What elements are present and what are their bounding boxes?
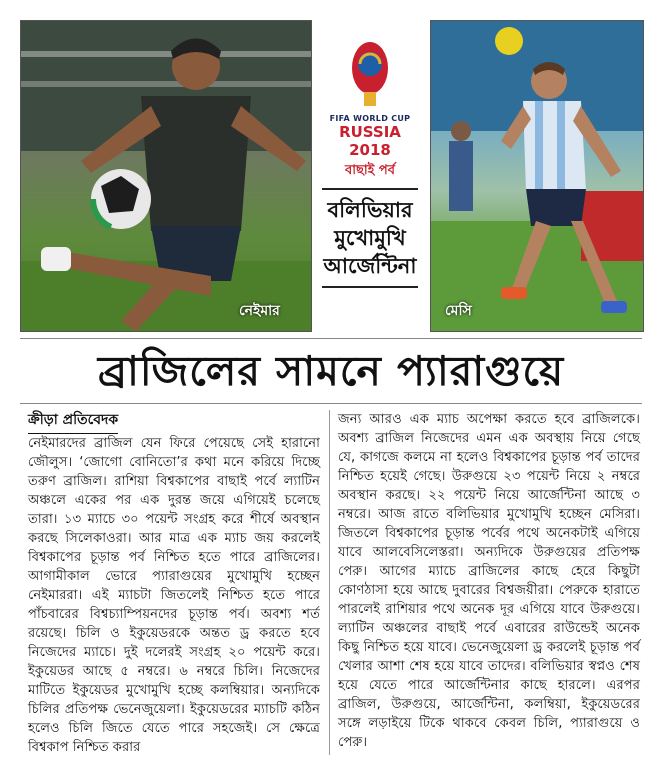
article-text-left: নেইমারদের ব্রাজিল যেন ফিরে পেয়েছে সেই হারানো জৌলুস। ‘জোগো বোনিতো’র কথা মনে করিয়ে দিচ্ছে তরুণ ব্রাজিল। রাশিয়া বিশ্বকাপের বাছাই পর্বে ল্যাটিন অঞ্চলে একের পর এক দুরন্ত জয়ে এগিয়েই চলেছে তারা। ১৩ ম্যাচে ৩০ পয়েন্ট সংগ্রহ করে শীর্ষে অবস্থান করছে সিলেকাওরা। আর মাত্র এক ম্যাচ জয় করলেই বিশ্বকাপের চূড়ান্ত পর্ব নিশ্চিত হতে পারে ব্রাজিলের। আগামীকাল ভোরে প্যারাগুয়ের মুখোমুখি হচ্ছেন নেইমাররা। এই ম্যাচটা জিতলেই নিশ্চিত হতে পারে পাঁচবারের বিশ্বচ্যাম্পিয়নদের চূড়ান্ত পর্ব। অবশ্য শর্ত রয়েছে। চিলি ও ইকুয়েডরকে অন্তত ড্র করতে হবে নিজেদের ম্যাচে। দুই দলেরই সংগ্রহ ২০ পয়েন্ট করে। ইকুয়েডর আছে ৫ নম্বরে। ৬ নম্বরে চিলি। নিজেদের মাটিতে ইকুয়েডর মুখোমুখি হচ্ছে কলম্বিয়ার। অন্যদিকে চিলির প্রতিপক্ষ ভেনেজুয়েলা। ইকুয়েডরের ম্যাচটি কঠিন হলেও চিলি জিতে যেতে পারে সহজেই। সে ক্ষেত্রে বিশ্বকাপ নিশ্চিত করার <box>28 436 320 755</box>
neymar-illustration <box>21 21 311 331</box>
logo-text-small: FIFA WORLD CUP <box>329 114 411 123</box>
round-label: বাছাই পর্ব <box>344 163 395 178</box>
match-info-panel <box>318 38 422 330</box>
column-divider <box>329 410 330 755</box>
messi-illustration <box>431 21 643 331</box>
messi-caption: মেসি <box>445 303 472 319</box>
article-column-left <box>28 434 320 757</box>
logo-text-russia: RUSSIA 2018 <box>339 123 401 159</box>
photo-neymar <box>20 20 312 332</box>
divider <box>322 286 418 288</box>
match-line-1: বলিভিয়ার <box>327 198 413 222</box>
article-column-right <box>338 410 640 752</box>
photo-messi <box>430 20 644 332</box>
neymar-caption: নেইমার <box>239 303 280 319</box>
match-line-3: আর্জেন্টিনা <box>323 254 417 278</box>
world-cup-logo-icon <box>348 38 392 110</box>
byline: ক্রীড়া প্রতিবেদক <box>28 408 118 434</box>
headline-band <box>20 338 642 404</box>
divider <box>322 188 418 190</box>
headline: ব্রাজিলের সামনে প্যারাগুয়ে <box>97 347 565 395</box>
article-text-right: জন্য আরও এক ম্যাচ অপেক্ষা করতে হবে ব্রাজিলকে। অবশ্য ব্রাজিল নিজেদের এমন এক অবস্থায় নিয়ে গেছে যে, কাগজে কলমে না হলেও বিশ্বকাপের চূড়ান্ত পর্ব তাদের নিশ্চিত হয়েই গেছে। উরুগুয়ে ২৩ পয়েন্ট নিয়ে ২ নম্বরে অবস্থান করছে। ২২ পয়েন্ট নিয়ে আর্জেন্টিনা আছে ৩ নম্বরে। আজ রাতে বলিভিয়ার মুখোমুখি হচ্ছেন মেসিরা। জিতলে বিশ্বকাপের চূড়ান্ত পর্বের পথে অনেকটাই এগিয়ে যাবে আলবেসিলেস্তরা। অন্যদিকে উরুগুয়ের প্রতিপক্ষ পেরু। আগের ম্যাচে ব্রাজিলের কাছে হেরে কিছুটা কোণঠাসা হয়ে আছে দুবারের বিশ্বজয়ীরা। পেরুকে হারাতে পারলেই রাশিয়ার পথে অনেক দূর এগিয়ে যাবে উরুগুয়ে। ল্যাটিন অঞ্চলের বাছাই পর্বে এবারের রাউন্ডেই অনেক কিছু নিশ্চিত হয়ে যাবে। ভেনেজুয়েলা ড্র করলেই চূড়ান্ত পর্ব খেলার আশা শেষ হয়ে যাবে তাদের। বলিভিয়ার স্বপ্নও শেষ হয়ে যেতে পারে আর্জেন্টিনার কাছে হারলে। এরপর ব্রাজিল, উরুগুয়ে, আর্জেন্টিনা, কলম্বিয়া, ইকুয়েডরের সঙ্গে লড়াইয়ে টিকে থাকবে কেবল চিলি, প্যারাগুয়ে ও পেরু। <box>338 412 640 750</box>
match-line-2: মুখোমুখি <box>334 226 406 250</box>
